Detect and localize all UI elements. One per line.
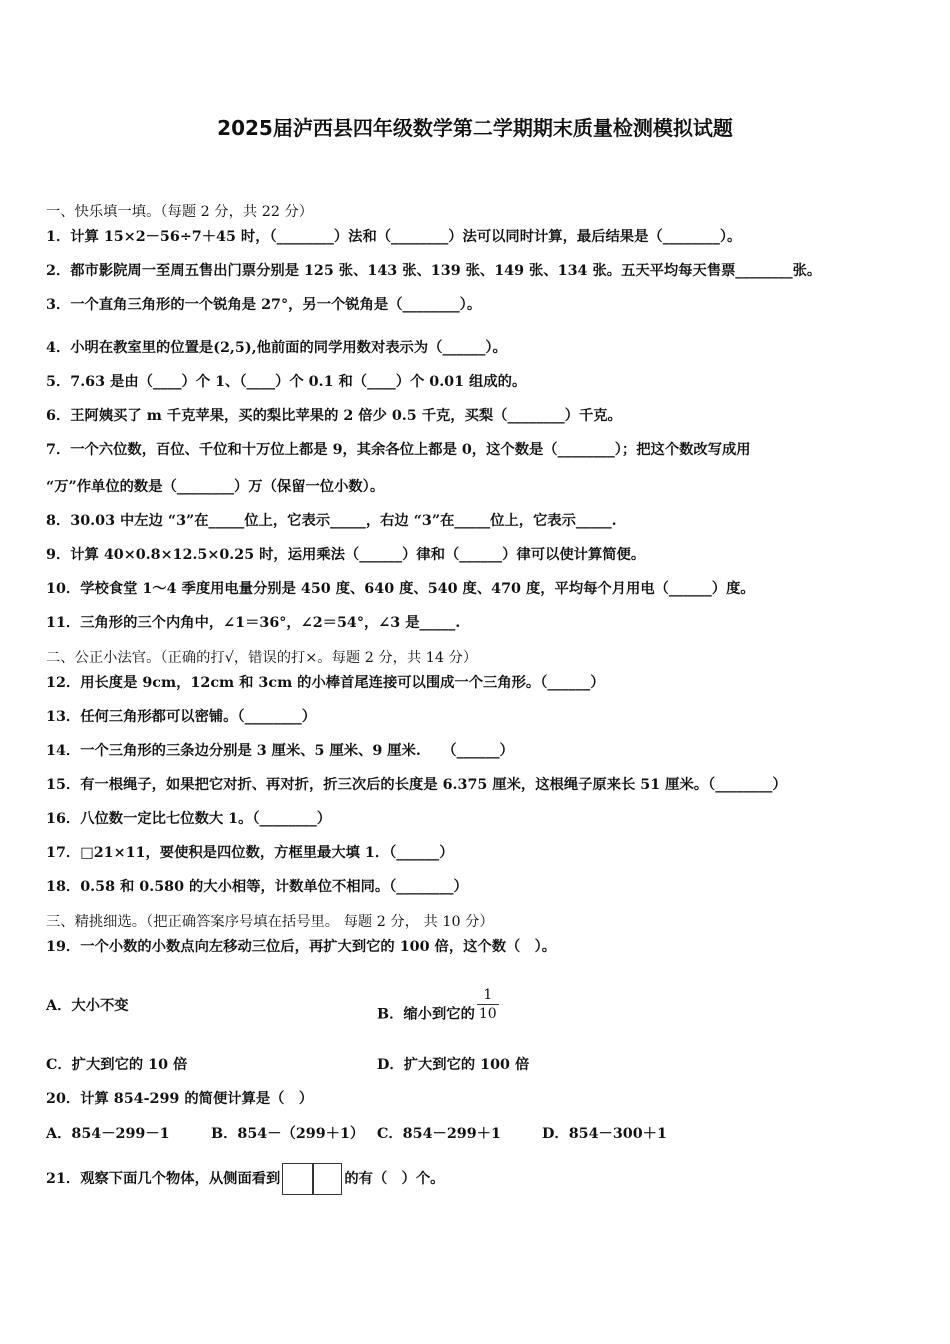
question-4: 4．小明在教室里的位置是(2,5),他前面的同学用数对表示为（______）。 xyxy=(46,340,507,356)
q20-option-d: D．854－300＋1 xyxy=(542,1126,667,1142)
question-3: 3．一个直角三角形的一个锐角是 27°，另一个锐角是（________）。 xyxy=(46,297,482,313)
question-17 xyxy=(46,843,454,863)
question-7-line-2: “万”作单位的数是（________）万（保留一位小数）。 xyxy=(46,479,385,495)
question-20: 20．计算 854-299 的简便计算是（ ） xyxy=(46,1091,314,1107)
question-14: 14．一个三角形的三条边分别是 3 厘米、5 厘米、9 厘米. （______） xyxy=(46,743,514,759)
question-17-number: 17． xyxy=(46,845,81,861)
section-1-heading: 一、快乐填一填。（每题 2 分，共 22 分） xyxy=(46,204,314,220)
question-11: 11．三角形的三个内角中，∠1＝36°，∠2＝54°，∠3 是_____. xyxy=(46,615,461,631)
q19-option-b xyxy=(377,987,499,1033)
fraction-denominator: 10 xyxy=(478,1006,497,1022)
question-19: 19．一个小数的小数点向左移动三位后，再扩大到它的 100 倍，这个数（ ）。 xyxy=(46,939,557,955)
section-3-heading: 三、精挑细选。（把正确答案序号填在括号里。 每题 2 分， 共 10 分） xyxy=(46,914,494,930)
fraction-one-tenth xyxy=(477,986,499,1023)
question-2: 2．都市影院周一至周五售出门票分别是 125 张、143 张、139 张、149 张、134 张。五天平均每天售票________张。 xyxy=(46,263,822,279)
fraction-numerator: 1 xyxy=(477,986,499,1005)
question-12: 12．用长度是 9cm，12cm 和 3cm 的小棒首尾连接可以围成一个三角形。（______） xyxy=(46,675,605,691)
question-8: 8．30.03 中左边 “3”在_____位上，它表示_____，右边 “3”在_____位上，它表示_____. xyxy=(46,513,617,529)
question-6: 6．王阿姨买了 m 千克苹果，买的梨比苹果的 2 倍少 0.5 千克，买梨（________）千克。 xyxy=(46,408,622,424)
question-10: 10．学校食堂 1～4 季度用电量分别是 450 度、640 度、540 度、470 度，平均每个月用电（______）度。 xyxy=(46,581,755,597)
question-1: 1．计算 15×2－56÷7＋45 时，（________）法和（________）法可以同时计算，最后结果是（________）。 xyxy=(46,229,742,245)
question-15: 15．有一根绳子，如果把它对折、再对折，折三次后的长度是 6.375 厘米，这根绳子原来长 51 厘米。（________） xyxy=(46,777,787,793)
question-21-text-b: 的有（ ）个。 xyxy=(344,1171,445,1187)
q20-option-c: C．854－299＋1 xyxy=(377,1126,501,1142)
question-5: 5．7.63 是由（____）个 1、（____）个 0.1 和（____）个 0.01 组成的。 xyxy=(46,374,527,390)
question-13: 13．任何三角形都可以密铺。（________） xyxy=(46,709,317,725)
page-title: 2025届泸西县四年级数学第二学期期末质量检测模拟试题 xyxy=(217,116,733,140)
question-18: 18．0.58 和 0.580 的大小相等，计数单位不相同。（________） xyxy=(46,879,468,895)
question-9: 9．计算 40×0.8×12.5×0.25 时，运用乘法（______）律和（______）律可以使计算简便。 xyxy=(46,547,646,563)
q19-option-c: C．扩大到它的 10 倍 xyxy=(46,1057,188,1073)
q19-option-a: A．大小不变 xyxy=(46,998,129,1014)
section-2-heading: 二、公正小法官。（正确的打√，错误的打×。每题 2 分，共 14 分） xyxy=(46,650,478,666)
question-16: 16．八位数一定比七位数大 1。（________） xyxy=(46,811,332,827)
question-21-text-a: 21．观察下面几个物体，从侧面看到 xyxy=(46,1171,281,1187)
q20-option-b: B．854－（299＋1） xyxy=(211,1126,365,1142)
q20-option-a: A．854－299－1 xyxy=(46,1126,170,1142)
question-7-line-1: 7．一个六位数，百位、千位和十万位上都是 9，其余各位上都是 0，这个数是（________）；把这个数改写成用 xyxy=(46,442,751,458)
q19-option-b-text: B．缩小到它的 xyxy=(377,1006,475,1023)
side-view-two-squares-icon xyxy=(282,1163,342,1195)
question-21 xyxy=(46,1162,444,1196)
q19-option-d: D．扩大到它的 100 倍 xyxy=(377,1057,530,1073)
blank-square-icon: □ xyxy=(80,845,94,861)
question-17-text: 21×11，要使积是四位数，方框里最大填 1．（______） xyxy=(93,845,454,861)
